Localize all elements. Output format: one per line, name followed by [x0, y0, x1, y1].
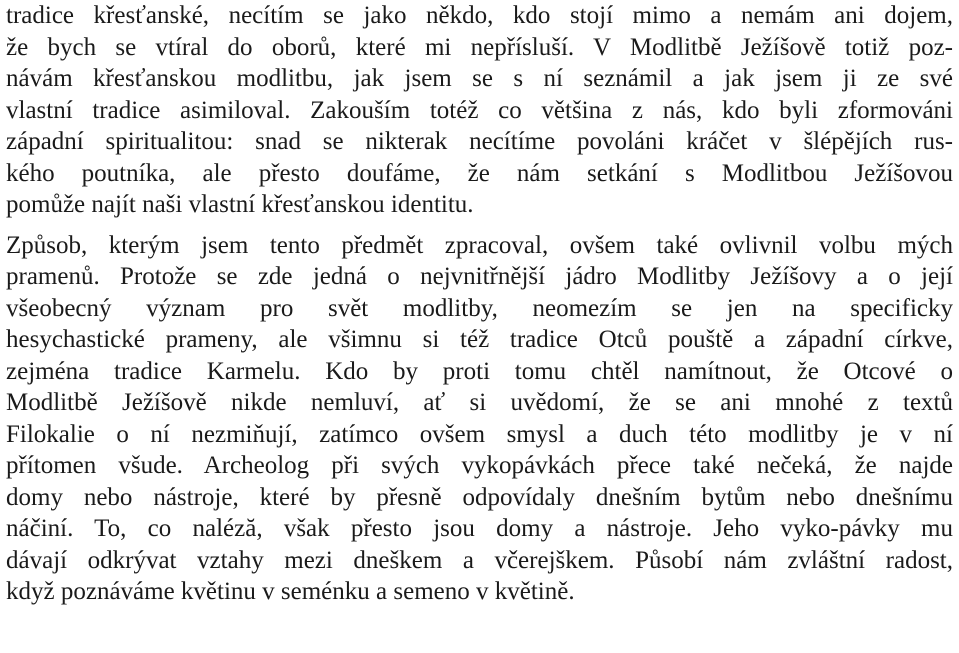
text-line: dávají odkrývat vztahy mezi dneškem a včerejškem. Působí nám zvláštní radost,: [6, 546, 953, 574]
text-line: pramenů. Protože se zde jedná o nejvnitřnější jádro Modlitby Ježíšovy a o její: [6, 263, 953, 290]
text-line: Způsob, kterým jsem tento předmět zpracoval, ovšem také ovlivnil volbu mých: [6, 231, 953, 259]
paragraph-2: [6, 230, 953, 608]
text-line: přítomen všude. Archeolog při svých vykopávkách přece také nečeká, že najde: [6, 452, 953, 479]
text-line: pomůže najít naši vlastní křesťanskou identitu.: [6, 191, 474, 218]
text-line: kého poutníka, ale přesto doufáme, že nám setkání s Modlitbou Ježíšovou: [6, 159, 953, 187]
text-line: že bych se vtíral do oborů, které mi nepřísluší. V Modlitbě Ježíšově totiž poz-: [6, 33, 953, 61]
text-line: hesychastické prameny, ale všimnu si též tradice Otců pouště a západní církve,: [6, 326, 953, 353]
text-line: tradice křesťanské, necítím se jako někdo, kdo stojí mimo a nemám ani dojem,: [6, 2, 953, 29]
text-line: návám křesťanskou modlitbu, jak jsem se s ní seznámil a jak jsem ji ze své: [6, 65, 953, 92]
paragraph-gap: [6, 221, 953, 230]
paragraph-1: [6, 0, 953, 221]
text-line: náčiní. To, co naléză, však přesto jsou domy a nástroje. Jeho vyko-pávky mu: [6, 515, 953, 542]
text-line: všeobecný význam pro svět modlitby, neomezím se jen na specificky: [6, 294, 953, 322]
text-line: zejména tradice Karmelu. Kdo by proti tomu chtěl namítnout, že Otcové o: [6, 357, 953, 385]
text-line: domy nebo nástroje, které by přesně odpovídaly dnešním bytům nebo dnešnímu: [6, 483, 953, 511]
text-line: když poznáváme květinu v seménku a semeno v květině.: [6, 578, 575, 605]
text-line: západní spiritualitou: snad se nikterak necítíme povoláni kráčet v šlépějích rus-: [6, 128, 953, 155]
text-line: Modlitbě Ježíšově nikde nemluví, ať si uvědomí, že se ani mnohé z textů: [6, 389, 953, 416]
text-line: vlastní tradice asimiloval. Zakouším totéž co většina z nás, kdo byli zformováni: [6, 96, 953, 124]
text-line: Filokalie o ní nezmiňují, zatímco ovšem smysl a duch této modlitby je v ní: [6, 420, 953, 448]
